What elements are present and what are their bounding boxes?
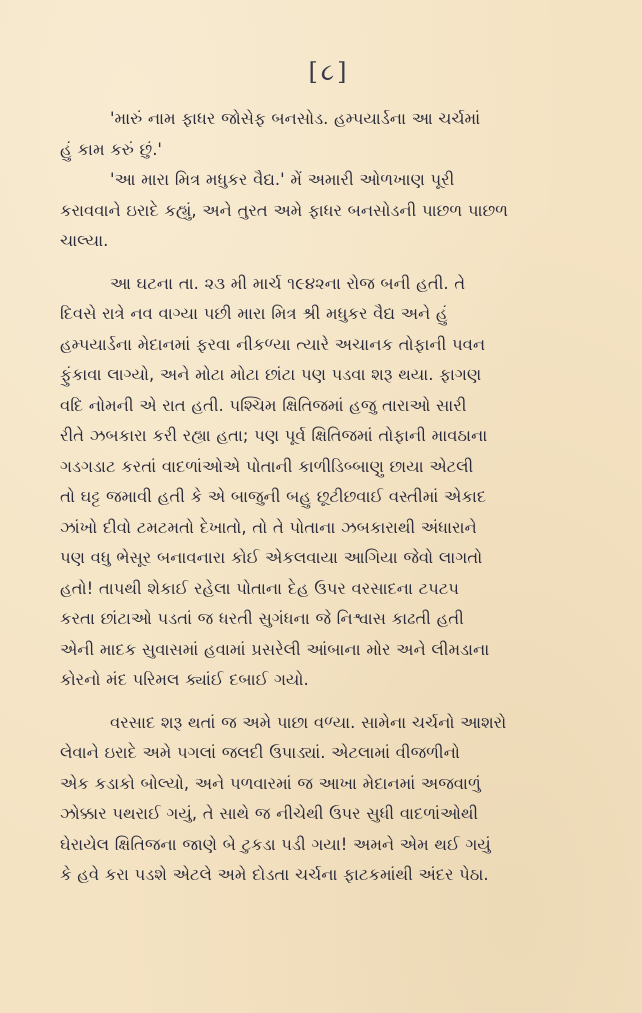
text-line: હમ્પયાર્ડના મેદાનમાં ફરવા નીકળ્યા ત્યારે અચાનક તોફાની પવન [60, 334, 486, 354]
text-line: રીતે ઝબકારા કરી રહ્યા હતા; પણ પૂર્વ ક્ષિતિજમાં તોફાની માવઠાના [60, 426, 488, 445]
text-line: વદિ નોમની એ રાત હતી. પશ્ચિમ ક્ષિતિજમાં હજુ તારાઓ સારી [60, 395, 467, 415]
text-line: ગડગડાટ કરતાં વાદળાંઓએ પોતાની કાળીડિબ્બાણુ છાયા એટલી [60, 456, 474, 476]
text-line: એક કડાકો બોલ્યો, અને પળવારમાં જ આખા મેદાનમાં અજવાળું [60, 773, 481, 793]
paragraph-4 [60, 708, 592, 891]
text-line: 'આ મારા મિત્ર મધુકર વૈદ્ય.' મેં અમારી ઓળખાણ પૂરી [110, 170, 455, 189]
text-line: ઝોક્કાર પથરાઈ ગયું, તે સાથે જ નીચેથી ઉપર સુધી વાદળાંઓથી [60, 804, 479, 823]
text-line: 'મારું નામ ફાધર જોસેફ બનસોડ. હમ્પયાર્ડના આ ચર્ચમાં [110, 109, 481, 128]
text-line: દિવસે રાત્રે નવ વાગ્યા પછી મારા મિત્ર શ્રી મધુકર વૈદ્ય અને હું [60, 304, 448, 323]
page-number: [૮] [308, 58, 350, 86]
text-line: હતો! તાપથી શેકાઈ રહેલા પોતાના દેહ ઉપર વરસાદના ટપટપ [60, 578, 459, 598]
text-line: કે હવે કરા પડશે એટલે અમે દોડતા ચર્ચના ફાટકમાંથી અંદર પેઠા. [60, 865, 489, 884]
text-line: ઝાંખો દીવો ટમટમતો દેખાતો, તો તે પોતાના ઝબકારાથી અંધારાને [60, 517, 477, 537]
paragraph-2 [60, 165, 592, 257]
text-line: વરસાદ શરૂ થતાં જ અમે પાછા વળ્યા. સામેના ચર્ચનો આશરો [110, 712, 507, 732]
text-line: ચાલ્યા. [60, 231, 109, 250]
text-line: ફુંકાવા લાગ્યો, અને મોટા મોટા છાંટા પણ પડવા શરૂ થયા. ફાગણ [60, 365, 482, 384]
text-line: પણ વધુ ભેસૂર બનાવનારા કોઈ એકલવાયા આગિયા જેવો લાગતો [60, 548, 483, 567]
text-line: આ ઘટના તા. ૨૩ મી માર્ચ ૧૯૪૨ના રોજ બની હતી. તે [110, 273, 466, 293]
text-line: હું કામ કરું છું.' [60, 139, 162, 159]
paragraph-3 [60, 269, 592, 696]
text-line: તો ઘટ્ટ જમાવી હતી કે એ બાજુની બહુ છૂટીછવાઈ વસ્તીમાં એકાદ [60, 487, 487, 506]
text-line: કોરનો મંદ પરિમલ ક્યાંઈ દબાઈ ગયો. [60, 670, 309, 689]
text-line: કરાવવાને ઇરાદે કહ્યું, અને તુરત અમે ફાધર બનસોડની પાછળ પાછળ [60, 200, 508, 220]
text-line: ઘેરાયેલ ક્ષિતિજના જાણે બે ટુકડા પડી ગયા! અમને એમ થઈ ગયું [60, 834, 491, 854]
text-line: એની માદક સુવાસમાં હવામાં પ્રસરેલી આંબાના મોર અને લીમડાના [60, 639, 490, 659]
text-line: કરતા છાંટાઓ પડતાં જ ધરતી સુગંધના જે નિશ્વાસ કાઢતી હતી [60, 609, 464, 628]
paragraph-1 [60, 104, 592, 165]
text-line: લેવાને ઇરાદે અમે પગલાં જલદી ઉપાડ્યાં. એટલામાં વીજળીનો [60, 743, 460, 762]
